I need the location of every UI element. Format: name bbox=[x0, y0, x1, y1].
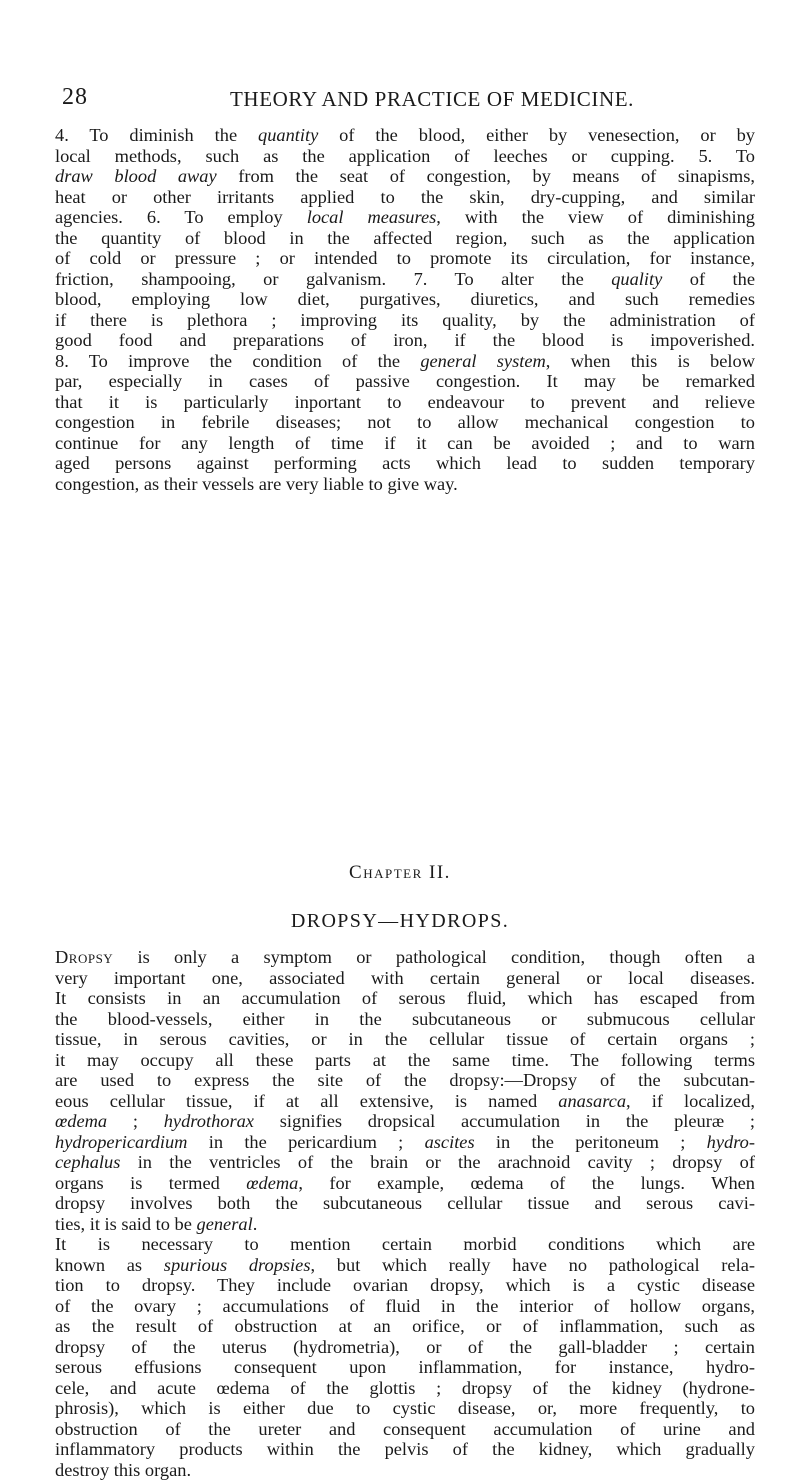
text-segment: is only a symptom or pathological condition, though often a bbox=[113, 947, 755, 967]
text-line bbox=[55, 1009, 755, 1030]
text-segment: congestion in febrile diseases; not to allow mechanical congestion to bbox=[55, 412, 755, 432]
text-line bbox=[55, 1173, 755, 1194]
text-line bbox=[55, 228, 755, 249]
text-segment: from the seat of congestion, by means of sinapisms, bbox=[217, 166, 755, 186]
text-line bbox=[55, 988, 755, 1009]
text-segment: continue for any length of time if it can be avoided ; and to warn bbox=[55, 433, 755, 453]
text-line bbox=[55, 1439, 755, 1460]
text-segment: spurious dropsies bbox=[164, 1255, 311, 1275]
text-segment: dropsy of the uterus (hydrometria), or of the gall-bladder ; certain bbox=[55, 1337, 755, 1357]
page-header bbox=[54, 84, 754, 116]
text-line bbox=[55, 1398, 755, 1419]
text-segment: in the pericardium ; bbox=[187, 1132, 424, 1152]
text-segment: of cold or pressure ; or intended to promote its circulation, for instance, bbox=[55, 248, 755, 268]
text-line bbox=[55, 1070, 755, 1091]
text-segment: general system bbox=[420, 351, 545, 371]
text-segment: friction, shampooing, or galvanism. 7. To alter the bbox=[55, 269, 611, 289]
text-segment: congestion, as their vessels are very liable to give way. bbox=[55, 474, 458, 494]
text-segment: general bbox=[197, 1214, 253, 1234]
text-line bbox=[55, 1316, 755, 1337]
text-segment: hydrothorax bbox=[164, 1111, 254, 1131]
text-segment: quality bbox=[611, 269, 662, 289]
text-segment: , when this is below bbox=[546, 351, 755, 371]
text-segment: as the result of obstruction at an orifice, or of inflammation, such as bbox=[55, 1316, 755, 1336]
text-line bbox=[55, 1111, 755, 1132]
chapter-label: Chapter II. bbox=[0, 862, 800, 884]
text-segment: ascites bbox=[425, 1132, 475, 1152]
text-segment: of the ovary ; accumulations of fluid in the interior of hollow organs, bbox=[55, 1296, 755, 1316]
text-line bbox=[55, 1029, 755, 1050]
text-segment: It consists in an accumulation of serous fluid, which has escaped from bbox=[55, 988, 755, 1008]
text-segment: known as bbox=[55, 1255, 164, 1275]
text-line bbox=[55, 146, 755, 167]
text-line bbox=[55, 269, 755, 290]
text-line bbox=[55, 1460, 755, 1480]
text-segment: local methods, such as the application of leeches or cupping. 5. To bbox=[55, 146, 755, 166]
text-segment: phrosis), which is either due to cystic disease, or, more frequently, to bbox=[55, 1398, 755, 1418]
text-segment: that it is particularly inportant to endeavour to prevent and relieve bbox=[55, 392, 755, 412]
text-line bbox=[55, 1234, 755, 1255]
text-line bbox=[55, 433, 755, 454]
text-segment: It is necessary to mention certain morbid conditions which are bbox=[55, 1234, 755, 1254]
text-segment: of the bbox=[662, 269, 755, 289]
text-segment: 8. To improve the condition of the bbox=[55, 351, 420, 371]
text-segment: destroy this organ. bbox=[55, 1460, 191, 1480]
text-segment: par, especially in cases of passive congestion. It may be remarked bbox=[55, 371, 755, 391]
text-line bbox=[55, 412, 755, 433]
text-segment: obstruction of the ureter and consequent accumulation of urine and bbox=[55, 1419, 755, 1439]
text-segment: , but which really have no pathological rela- bbox=[311, 1255, 756, 1275]
text-line bbox=[55, 1214, 755, 1235]
text-segment: cephalus bbox=[55, 1152, 120, 1172]
text-segment: of the blood, either by venesection, or by bbox=[318, 125, 755, 145]
text-line bbox=[55, 207, 755, 228]
text-line bbox=[55, 125, 755, 146]
text-segment: , with the view of diminishing bbox=[436, 207, 755, 227]
text-line bbox=[55, 1091, 755, 1112]
text-line bbox=[55, 166, 755, 187]
text-segment: eous cellular tissue, if at all extensive, is named bbox=[55, 1091, 558, 1111]
text-segment: organs is termed bbox=[55, 1173, 246, 1193]
text-segment: Dropsy bbox=[55, 947, 113, 967]
text-line bbox=[55, 1255, 755, 1276]
text-segment: the quantity of blood in the affected region, such as the application bbox=[55, 228, 755, 248]
text-line bbox=[55, 187, 755, 208]
text-segment: heat or other irritants applied to the skin, dry-cupping, and similar bbox=[55, 187, 755, 207]
text-segment: 4. To diminish the bbox=[55, 125, 258, 145]
chapter-title: DROPSY—HYDROPS. bbox=[0, 910, 800, 933]
text-line bbox=[55, 1050, 755, 1071]
text-segment: ; bbox=[107, 1111, 164, 1131]
text-segment: quantity bbox=[258, 125, 318, 145]
text-line bbox=[55, 1275, 755, 1296]
text-segment: very important one, associated with certain general or local diseases. bbox=[55, 968, 755, 988]
text-segment: œdema bbox=[55, 1111, 107, 1131]
text-segment: anasarca bbox=[558, 1091, 626, 1111]
text-line bbox=[55, 453, 755, 474]
page-number: 28 bbox=[62, 84, 88, 111]
text-segment: œdema bbox=[246, 1173, 298, 1193]
text-segment: local measures bbox=[307, 207, 437, 227]
text-line bbox=[55, 310, 755, 331]
text-segment: serous effusions consequent upon inflammation, for instance, hydro- bbox=[55, 1357, 755, 1377]
text-segment: dropsy involves both the subcutaneous cellular tissue and serous cavi- bbox=[55, 1193, 755, 1213]
text-line bbox=[55, 371, 755, 392]
text-segment: ties, it is said to be bbox=[55, 1214, 197, 1234]
section-dropsy bbox=[55, 947, 755, 1480]
text-segment: if there is plethora ; improving its quality, by the administration of bbox=[55, 310, 755, 330]
text-segment: , if localized, bbox=[626, 1091, 755, 1111]
text-segment: tion to dropsy. They include ovarian dropsy, which is a cystic disease bbox=[55, 1275, 755, 1295]
text-segment: good food and preparations of iron, if the blood is impoverished. bbox=[55, 330, 755, 350]
text-segment: the blood-vessels, either in the subcutaneous or submucous cellular bbox=[55, 1009, 755, 1029]
text-line bbox=[55, 1357, 755, 1378]
text-line bbox=[55, 1193, 755, 1214]
text-line bbox=[55, 289, 755, 310]
text-line bbox=[55, 1337, 755, 1358]
text-line bbox=[55, 330, 755, 351]
text-segment: . bbox=[253, 1214, 258, 1234]
text-line bbox=[55, 1419, 755, 1440]
text-line bbox=[55, 1296, 755, 1317]
section-congestion-treatment bbox=[55, 125, 755, 494]
text-line bbox=[55, 248, 755, 269]
running-head: THEORY AND PRACTICE OF MEDICINE. bbox=[230, 87, 634, 112]
text-segment: , for example, œdema of the lungs. When bbox=[298, 1173, 755, 1193]
text-segment: agencies. 6. To employ bbox=[55, 207, 307, 227]
text-segment: in the ventricles of the brain or the arachnoid cavity ; dropsy of bbox=[120, 1152, 755, 1172]
text-segment: hydro- bbox=[707, 1132, 755, 1152]
text-line bbox=[55, 968, 755, 989]
text-segment: blood, employing low diet, purgatives, diuretics, and such remedies bbox=[55, 289, 755, 309]
text-segment: signifies dropsical accumulation in the pleuræ ; bbox=[254, 1111, 755, 1131]
text-segment: aged persons against performing acts which lead to sudden temporary bbox=[55, 453, 755, 473]
text-segment: are used to express the site of the dropsy:—Dropsy of the subcutan- bbox=[55, 1070, 755, 1090]
text-segment: in the peritoneum ; bbox=[475, 1132, 707, 1152]
text-line bbox=[55, 351, 755, 372]
text-line bbox=[55, 1378, 755, 1399]
text-segment: inflammatory products within the pelvis of the kidney, which gradually bbox=[55, 1439, 755, 1459]
text-segment: hydropericardium bbox=[55, 1132, 187, 1152]
text-segment: cele, and acute œdema of the glottis ; dropsy of the kidney (hydrone- bbox=[55, 1378, 755, 1398]
text-line bbox=[55, 1132, 755, 1153]
text-line bbox=[55, 392, 755, 413]
text-segment: tissue, in serous cavities, or in the cellular tissue of certain organs ; bbox=[55, 1029, 755, 1049]
text-segment: draw blood away bbox=[55, 166, 217, 186]
text-line bbox=[55, 474, 755, 495]
text-line bbox=[55, 947, 755, 968]
text-line bbox=[55, 1152, 755, 1173]
text-segment: it may occupy all these parts at the same time. The following terms bbox=[55, 1050, 755, 1070]
